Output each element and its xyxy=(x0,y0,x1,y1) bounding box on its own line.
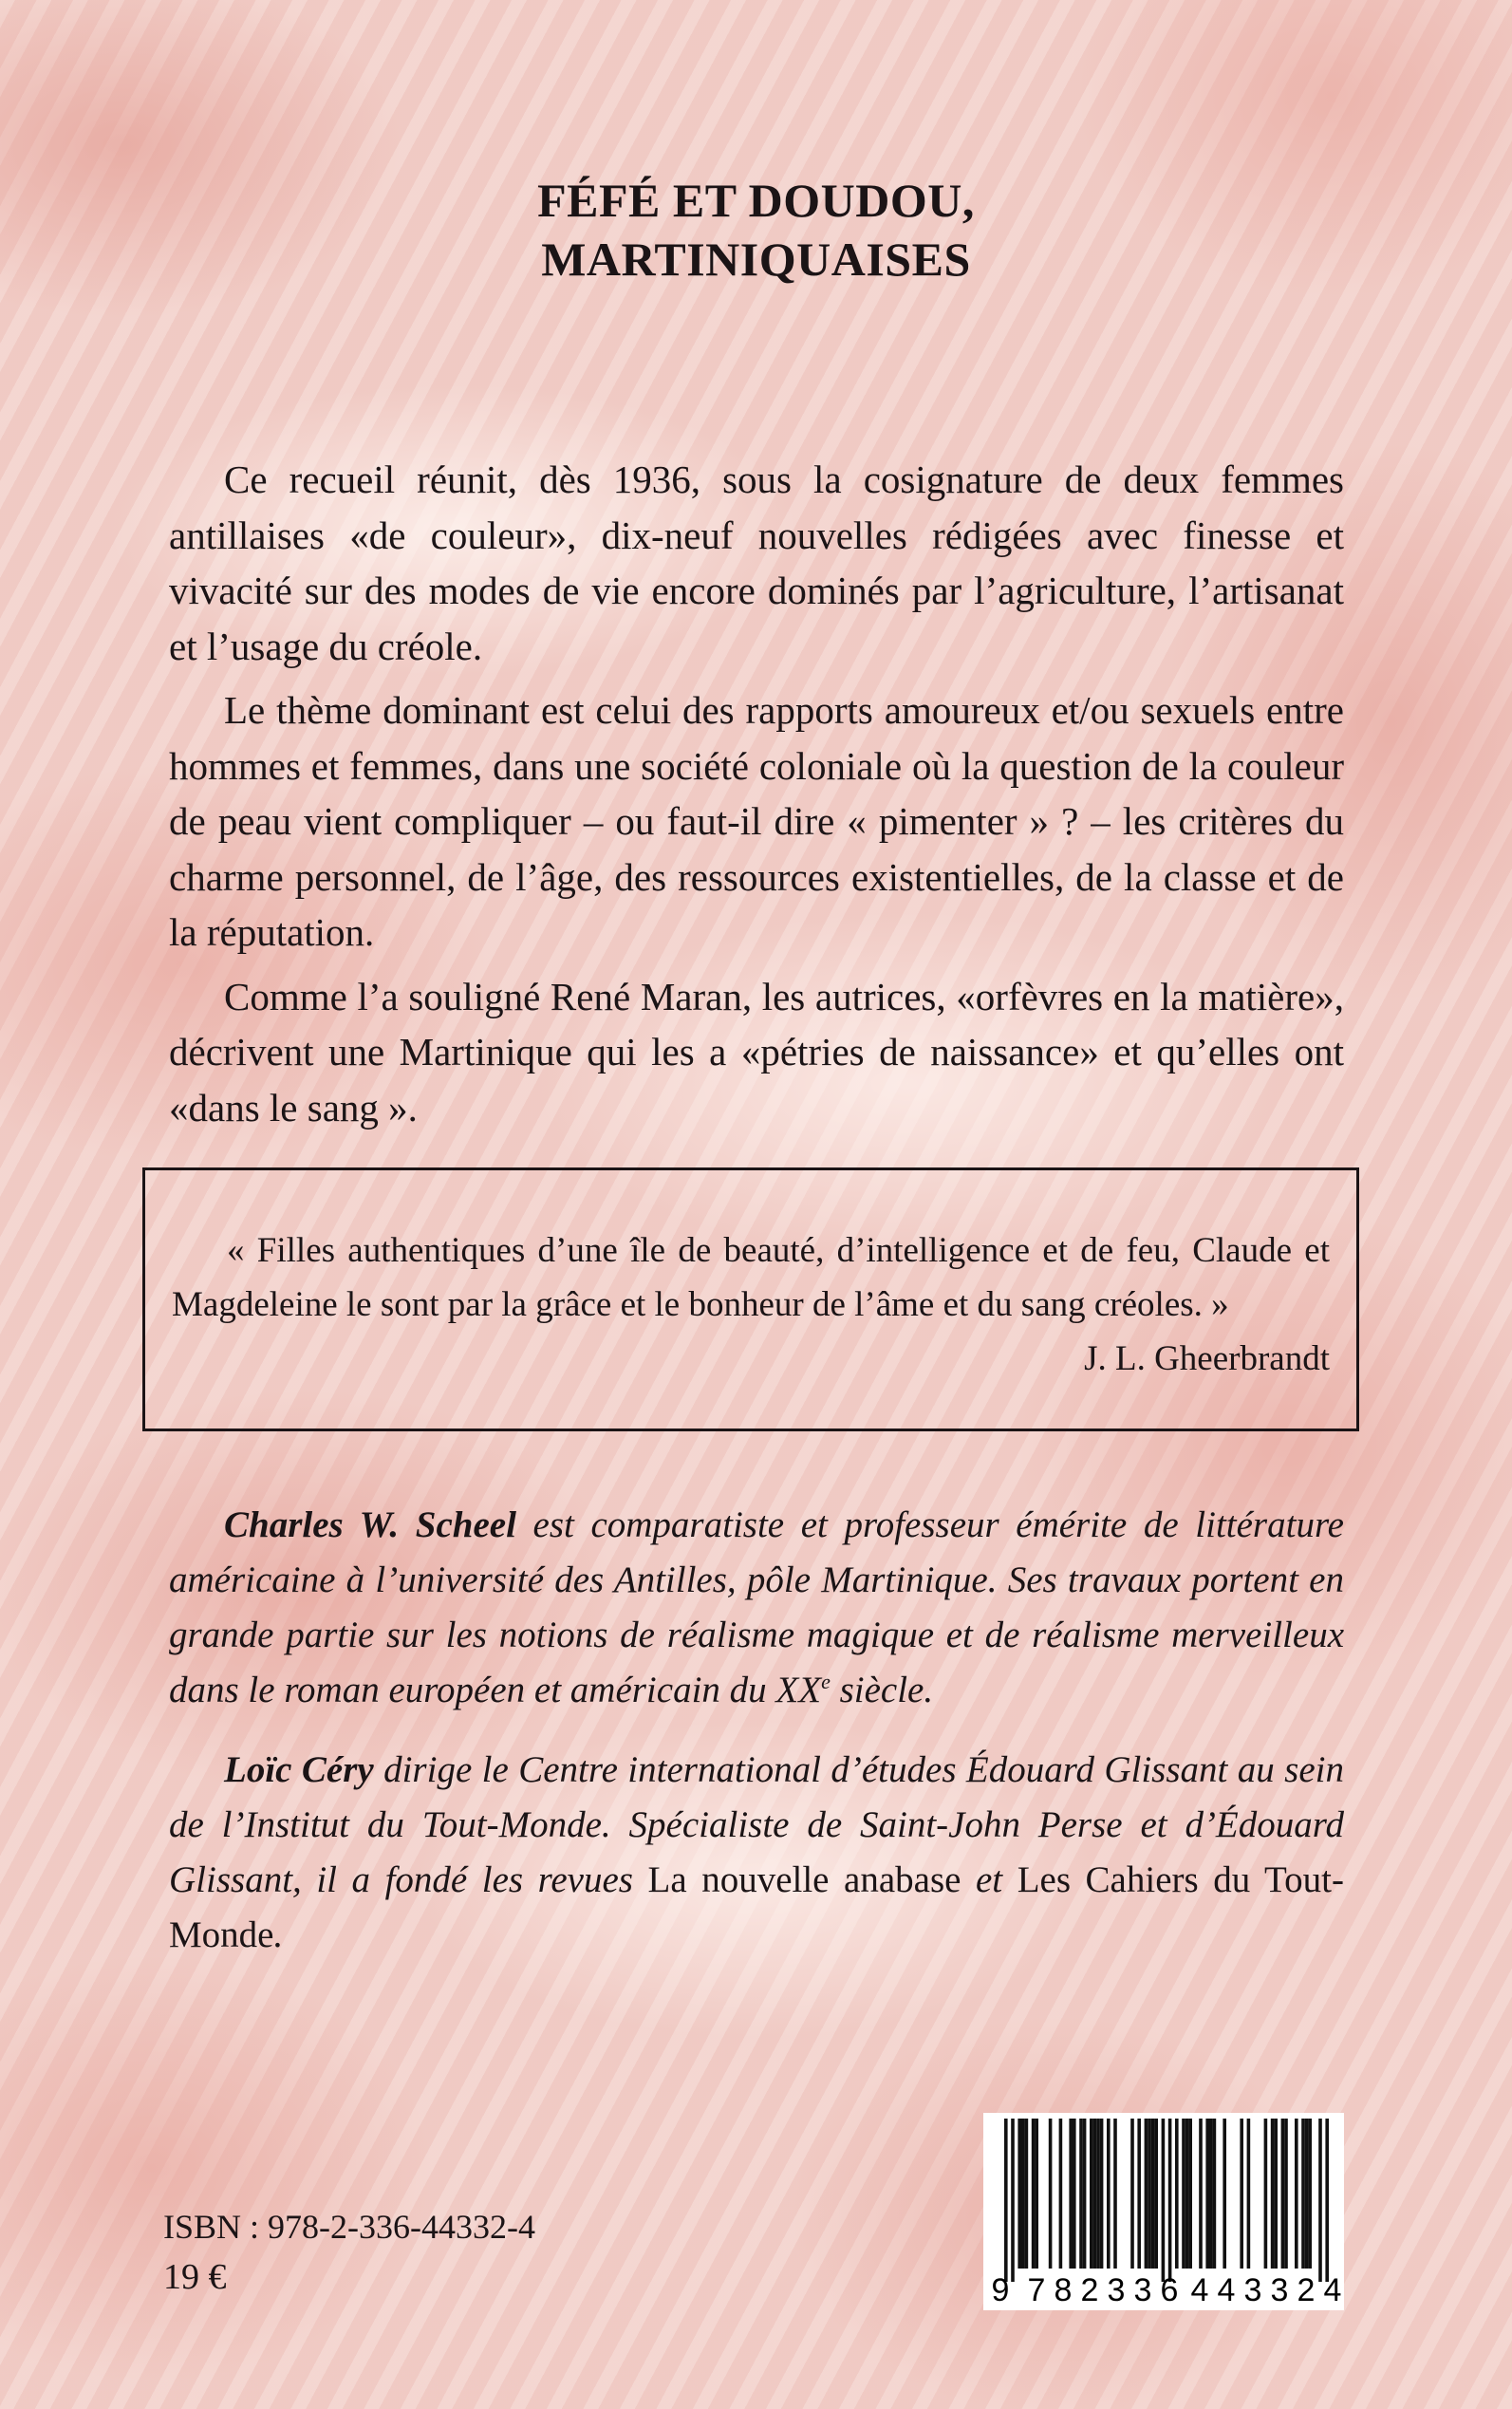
barcode-bar xyxy=(1318,2119,1322,2282)
barcode-digit: 9 xyxy=(991,2272,1010,2308)
barcode-bar xyxy=(1223,2119,1226,2269)
book-title xyxy=(0,171,1512,289)
barcode-bar xyxy=(1325,2119,1329,2282)
barcode-bar xyxy=(1113,2119,1117,2269)
barcode-bar xyxy=(1083,2119,1087,2269)
barcode-bar xyxy=(1017,2119,1021,2269)
isbn-text: ISBN : 978-2-336-44332-4 xyxy=(163,2208,535,2246)
author-bio-scheel-end: siècle. xyxy=(830,1670,934,1710)
journal-title-1: La nouvelle anabase xyxy=(647,1859,961,1900)
summary-paragraph-1: Ce recueil réunit, dès 1936, sous la cosignature de deux femmes antillaises «de couleur», dix-neuf nouvelles rédigées avec finesse et vivacité sur des modes de vie encore dominés par l’agriculture, l’artisanat et l’usage du créole. xyxy=(169,458,1344,668)
quote-author: J. L. Gheerbrandt xyxy=(1084,1339,1330,1378)
barcode-bar xyxy=(1100,2119,1104,2269)
barcode-digit: 2 xyxy=(1080,2272,1099,2308)
author-bio-cery-conj: et xyxy=(961,1859,1017,1900)
barcode-digit: 3 xyxy=(1243,2272,1262,2308)
barcode-bar xyxy=(1209,2119,1213,2269)
author-name-scheel: Charles W. Scheel xyxy=(224,1504,516,1545)
barcode-bar xyxy=(1182,2119,1185,2269)
barcode-digit: 4 xyxy=(1217,2272,1236,2308)
barcode-bar xyxy=(1145,2119,1148,2269)
journal-title-2: Les Cahiers du Tout-Monde xyxy=(169,1859,1344,1955)
barcode-bar xyxy=(1154,2119,1158,2269)
barcode-bar xyxy=(1096,2119,1100,2269)
barcode-bars xyxy=(1004,2119,1329,2282)
barcode-digit: 3 xyxy=(1133,2272,1152,2308)
barcode-graphic xyxy=(983,2113,1344,2310)
barcode-bar xyxy=(1004,2119,1008,2282)
barcode-digit: 7 xyxy=(1027,2272,1046,2308)
barcode-bar xyxy=(1162,2119,1166,2282)
barcode-bar xyxy=(1035,2119,1038,2269)
author-bio-cery-text: dirige le Centre international d’études Édouard Glissant au sein de l’Institut du Tout-Monde. Spécialiste de Saint-John Perse et d’Édouard Glissant, il a fondé les revues xyxy=(169,1749,1345,1900)
barcode-bar xyxy=(1281,2119,1285,2269)
barcode-bar xyxy=(1301,2119,1305,2269)
barcode-bar xyxy=(1175,2119,1179,2269)
barcode-bar xyxy=(1240,2119,1243,2269)
barcode-digit: 4 xyxy=(1323,2272,1342,2308)
barcode-bar xyxy=(1069,2119,1073,2269)
barcode-bar xyxy=(1025,2119,1029,2269)
barcode-bar xyxy=(1264,2119,1268,2269)
barcode-bar xyxy=(1185,2119,1189,2269)
barcode-bar xyxy=(1137,2119,1141,2269)
barcode xyxy=(983,2113,1344,2310)
summary-paragraph-3: Comme l’a souligné René Maran, les autrices, «orfèvres en la matière», décrivent une Martinique qui les a «pétries de naissance» et qu’elles ont «dans le sang ». xyxy=(169,974,1344,1130)
barcode-bar xyxy=(1130,2119,1134,2269)
barcode-bar xyxy=(1059,2119,1063,2269)
barcode-bar xyxy=(1032,2119,1036,2269)
summary-paragraph-2: Le thème dominant est celui des rapports amoureux et/ou sexuels entre hommes et femmes, dans une société coloniale où la question de la couleur de peau vient compliquer – ou faut-il dire « pimenter » ? – les critères du charme personnel, de l’âge, des ressources existentielles, de la classe et de la réputation. xyxy=(169,688,1344,954)
barcode-digit: 8 xyxy=(1054,2272,1073,2308)
barcode-digit: 4 xyxy=(1190,2272,1209,2308)
price-text: 19 € xyxy=(163,2257,227,2297)
barcode-bar xyxy=(1021,2119,1025,2269)
book-title-line-2: MARTINIQUAISES xyxy=(541,233,971,286)
author-bio-scheel-text: est comparatiste et professeur émérite de littérature américaine à l’université des Antilles, pôle Martinique. Ses travaux portent en grande partie sur les notions de réalisme magique et de réalisme merveilleux dans le roman européen et américain du XX xyxy=(169,1504,1344,1710)
barcode-bar xyxy=(1148,2119,1151,2269)
barcode-bar xyxy=(1199,2119,1203,2269)
author-bio-cery xyxy=(169,1743,1344,1963)
quote-box xyxy=(142,1167,1359,1431)
barcode-bar xyxy=(1247,2119,1251,2269)
barcode-bar xyxy=(1284,2119,1288,2269)
barcode-bar xyxy=(1188,2119,1192,2269)
barcode-bar xyxy=(1168,2119,1172,2282)
barcode-bar xyxy=(1274,2119,1278,2269)
barcode-bar xyxy=(1305,2119,1309,2269)
author-bio-cery-end: . xyxy=(273,1914,284,1955)
barcode-bar xyxy=(1213,2119,1217,2269)
barcode-bar xyxy=(1073,2119,1076,2269)
summary-text xyxy=(169,452,1344,1144)
barcode-digit: 3 xyxy=(1107,2272,1126,2308)
author-bio-scheel xyxy=(169,1498,1344,1718)
barcode-bar xyxy=(1151,2119,1155,2269)
barcode-bar xyxy=(1205,2119,1209,2269)
barcode-bar xyxy=(1308,2119,1312,2269)
barcode-digit: 6 xyxy=(1160,2272,1179,2308)
barcode-bar xyxy=(1079,2119,1083,2269)
barcode-bar xyxy=(1090,2119,1093,2269)
barcode-digit: 2 xyxy=(1297,2272,1316,2308)
barcode-bar xyxy=(1093,2119,1097,2269)
barcode-bar xyxy=(1049,2119,1053,2269)
barcode-digit: 3 xyxy=(1270,2272,1289,2308)
barcode-bar xyxy=(1107,2119,1111,2269)
author-name-cery: Loïc Céry xyxy=(224,1749,374,1790)
book-title-line-1: FÉFÉ ET DOUDOU, xyxy=(537,174,975,227)
barcode-bar xyxy=(1271,2119,1275,2269)
quote-text: « Filles authentiques d’une île de beauté, d’intelligence et de feu, Claude et Magdeleine le sont par la grâce et le bonheur de l’âme et du sang créoles. » xyxy=(172,1231,1330,1324)
century-superscript: e xyxy=(821,1670,831,1693)
barcode-bar xyxy=(1011,2119,1015,2282)
barcode-bar xyxy=(1295,2119,1298,2269)
